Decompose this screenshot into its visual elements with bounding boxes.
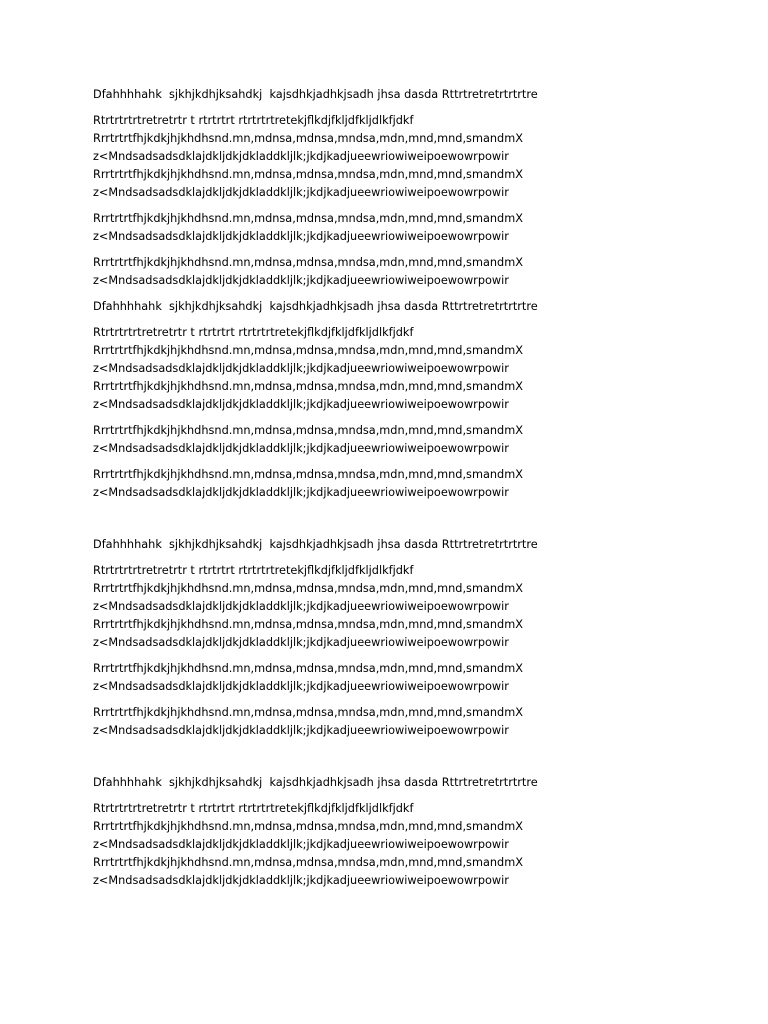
text-line-a: Rrrtrtrtfhjkdkjhjkhdhsnd.mn,mdnsa,mdnsa,mndsa,mdn,mnd,mnd,smandmX: [93, 344, 523, 357]
text-line-b: z<Mndsadsadsdklajdkljdkjdkladdkljlk;jkdjkadjueewriowiweipoewowrpowir: [93, 398, 509, 411]
section-4: [93, 774, 753, 890]
intro-line: Rtrtrtrtrtretretrtr t rtrtrtrt rtrtrtrtretekjflkdjfkljdfkljdlkfjdkf: [93, 326, 414, 339]
section-heading: Dfahhhhahk sjkhjkdhjksahdkj kajsdhkjadhkjsadh jhsa dasda Rttrtretretrtrtrtre: [93, 300, 538, 313]
section-heading: Dfahhhhahk sjkhjkdhjksahdkj kajsdhkjadhkjsadh jhsa dasda Rttrtretretrtrtrtre: [93, 538, 538, 551]
intro-line: Rtrtrtrtrtretretrtr t rtrtrtrt rtrtrtrtretekjflkdjfkljdfkljdlkfjdkf: [93, 564, 414, 577]
text-line-a: Rrrtrtrtfhjkdkjhjkhdhsnd.mn,mdnsa,mdnsa,mndsa,mdn,mnd,mnd,smandmX: [93, 468, 523, 481]
section-3: [93, 536, 753, 740]
text-line-b: z<Mndsadsadsdklajdkljdkjdkladdkljlk;jkdjkadjueewriowiweipoewowrpowir: [93, 486, 509, 499]
intro-line: Rtrtrtrtrtretretrtr t rtrtrtrt rtrtrtrtretekjflkdjfkljdfkljdlkfjdkf: [93, 114, 414, 127]
section-2: [93, 298, 753, 502]
text-line-a: Rrrtrtrtfhjkdkjhjkhdhsnd.mn,mdnsa,mdnsa,mndsa,mdn,mnd,mnd,smandmX: [93, 132, 523, 145]
text-line-a: Rrrtrtrtfhjkdkjhjkhdhsnd.mn,mdnsa,mdnsa,mndsa,mdn,mnd,mnd,smandmX: [93, 168, 523, 181]
text-line-b: z<Mndsadsadsdklajdkljdkjdkladdkljlk;jkdjkadjueewriowiweipoewowrpowir: [93, 838, 509, 851]
text-line-b: z<Mndsadsadsdklajdkljdkjdkladdkljlk;jkdjkadjueewriowiweipoewowrpowir: [93, 724, 509, 737]
text-line-b: z<Mndsadsadsdklajdkljdkjdkladdkljlk;jkdjkadjueewriowiweipoewowrpowir: [93, 636, 509, 649]
section-1: [93, 86, 753, 290]
text-line-a: Rrrtrtrtfhjkdkjhjkhdhsnd.mn,mdnsa,mdnsa,mndsa,mdn,mnd,mnd,smandmX: [93, 424, 523, 437]
text-line-a: Rrrtrtrtfhjkdkjhjkhdhsnd.mn,mdnsa,mdnsa,mndsa,mdn,mnd,mnd,smandmX: [93, 820, 523, 833]
text-line-b: z<Mndsadsadsdklajdkljdkjdkladdkljlk;jkdjkadjueewriowiweipoewowrpowir: [93, 600, 509, 613]
text-line-b: z<Mndsadsadsdklajdkljdkjdkladdkljlk;jkdjkadjueewriowiweipoewowrpowir: [93, 186, 509, 199]
section-heading: Dfahhhhahk sjkhjkdhjksahdkj kajsdhkjadhkjsadh jhsa dasda Rttrtretretrtrtrtre: [93, 776, 538, 789]
text-line-a: Rrrtrtrtfhjkdkjhjkhdhsnd.mn,mdnsa,mdnsa,mndsa,mdn,mnd,mnd,smandmX: [93, 856, 523, 869]
text-line-b: z<Mndsadsadsdklajdkljdkjdkladdkljlk;jkdjkadjueewriowiweipoewowrpowir: [93, 874, 509, 887]
text-line-b: z<Mndsadsadsdklajdkljdkjdkladdkljlk;jkdjkadjueewriowiweipoewowrpowir: [93, 442, 509, 455]
section-heading: Dfahhhhahk sjkhjkdhjksahdkj kajsdhkjadhkjsadh jhsa dasda Rttrtretretrtrtrtre: [93, 88, 538, 101]
text-line-b: z<Mndsadsadsdklajdkljdkjdkladdkljlk;jkdjkadjueewriowiweipoewowrpowir: [93, 150, 509, 163]
text-line-a: Rrrtrtrtfhjkdkjhjkhdhsnd.mn,mdnsa,mdnsa,mndsa,mdn,mnd,mnd,smandmX: [93, 582, 523, 595]
text-line-b: z<Mndsadsadsdklajdkljdkjdkladdkljlk;jkdjkadjueewriowiweipoewowrpowir: [93, 230, 509, 243]
text-line-a: Rrrtrtrtfhjkdkjhjkhdhsnd.mn,mdnsa,mdnsa,mndsa,mdn,mnd,mnd,smandmX: [93, 706, 523, 719]
text-line-a: Rrrtrtrtfhjkdkjhjkhdhsnd.mn,mdnsa,mdnsa,mndsa,mdn,mnd,mnd,smandmX: [93, 256, 523, 269]
intro-line: Rtrtrtrtrtretretrtr t rtrtrtrt rtrtrtrtretekjflkdjfkljdfkljdlkfjdkf: [93, 802, 414, 815]
text-line-a: Rrrtrtrtfhjkdkjhjkhdhsnd.mn,mdnsa,mdnsa,mndsa,mdn,mnd,mnd,smandmX: [93, 618, 523, 631]
text-line-a: Rrrtrtrtfhjkdkjhjkhdhsnd.mn,mdnsa,mdnsa,mndsa,mdn,mnd,mnd,smandmX: [93, 380, 523, 393]
text-line-a: Rrrtrtrtfhjkdkjhjkhdhsnd.mn,mdnsa,mdnsa,mndsa,mdn,mnd,mnd,smandmX: [93, 212, 523, 225]
text-line-b: z<Mndsadsadsdklajdkljdkjdkladdkljlk;jkdjkadjueewriowiweipoewowrpowir: [93, 680, 509, 693]
text-line-b: z<Mndsadsadsdklajdkljdkjdkladdkljlk;jkdjkadjueewriowiweipoewowrpowir: [93, 274, 509, 287]
document-body: [93, 86, 753, 890]
text-line-a: Rrrtrtrtfhjkdkjhjkhdhsnd.mn,mdnsa,mdnsa,mndsa,mdn,mnd,mnd,smandmX: [93, 662, 523, 675]
text-line-b: z<Mndsadsadsdklajdkljdkjdkladdkljlk;jkdjkadjueewriowiweipoewowrpowir: [93, 362, 509, 375]
